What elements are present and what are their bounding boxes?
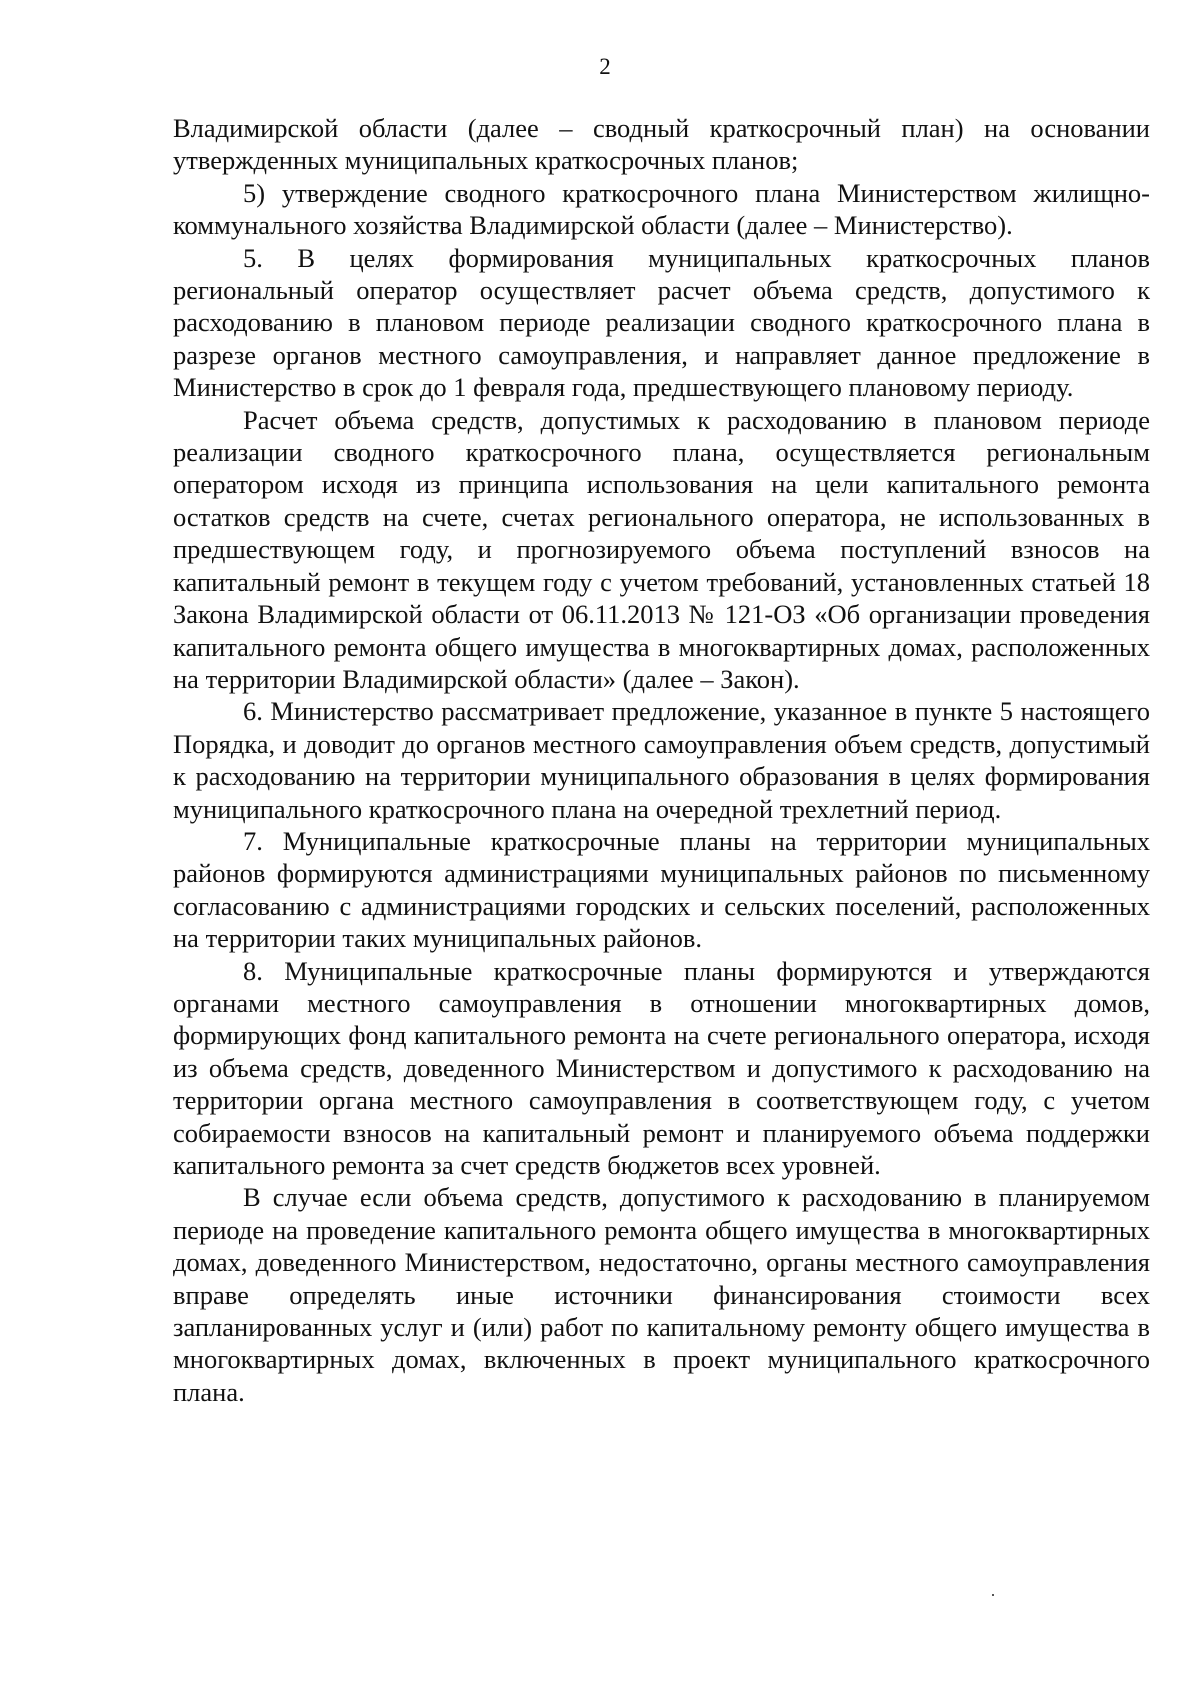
page-number: 2 [599,54,611,79]
scan-speck [992,1594,994,1596]
paragraph-point-8: 8. Муниципальные краткосрочные планы формируются и утверждаются органами местного самоуправления в отношении многоквартирных домов, формирующих фонд капитального ремонта на счете регионального оператора, исходя из объема средств, доведенного Министерством и допустимого к расходованию на территории органа местного самоуправления в соответствующем году, с учетом собираемости взносов на капитальный ремонт и планируемого объема поддержки капитального ремонта за счет средств бюджетов всех уровней. [173,955,1150,1180]
document-body [173,112,1150,1408]
paragraph-item-5-approval: 5) утверждение сводного краткосрочного плана Министерством жилищно-коммунального хозяйства Владимирской области (далее – Министерство). [173,177,1150,241]
paragraph-calculation: Расчет объема средств, допустимых к расходованию в плановом периоде реализации сводного краткосрочного плана, осуществляется региональным оператором исходя из принципа использования на цели капитального ремонта остатков средств на счете, счетах регионального оператора, не использованных в предшествующем году, и прогнозируемого объема поступлений взносов на капитальный ремонт в текущем году с учетом требований, установленных статьей 18 Закона Владимирской области от 06.11.2013 № 121-ОЗ «Об организации проведения капитального ремонта общего имущества в многоквартирных домах, расположенных на территории Владимирской области» (далее – Закон). [173,404,1150,694]
paragraph-continuation: Владимирской области (далее – сводный краткосрочный план) на основании утвержденных муниципальных краткосрочных планов; [173,113,1150,176]
paragraph-point-7: 7. Муниципальные краткосрочные планы на территории муниципальных районов формируются администрациями муниципальных районов по письменному согласованию с администрациями городских и сельских поселений, расположенных на территории таких муниципальных районов. [173,825,1150,954]
paragraph-point-5: 5. В целях формирования муниципальных краткосрочных планов региональный оператор осуществляет расчет объема средств, допустимого к расходованию в плановом периоде реализации сводного краткосрочного плана в разрезе органов местного самоуправления, и направляет данное предложение в Министерство в срок до 1 февраля года, предшествующего плановому периоду. [173,242,1150,403]
paragraph-insufficient-funds: В случае если объема средств, допустимого к расходованию в планируемом периоде на проведение капитального ремонта общего имущества в многоквартирных домах, доведенного Министерством, недостаточно, органы местного самоуправления вправе определять иные источники финансирования стоимости всех запланированных услуг и (или) работ по капитальному ремонту общего имущества в многоквартирных домах, включенных в проект муниципального краткосрочного плана. [173,1182,1150,1407]
paragraph-point-6: 6. Министерство рассматривает предложение, указанное в пункте 5 настоящего Порядка, и доводит до органов местного самоуправления объем средств, допустимый к расходованию на территории муниципального образования в целях формирования муниципального краткосрочного плана на очередной трехлетний период. [173,696,1150,824]
